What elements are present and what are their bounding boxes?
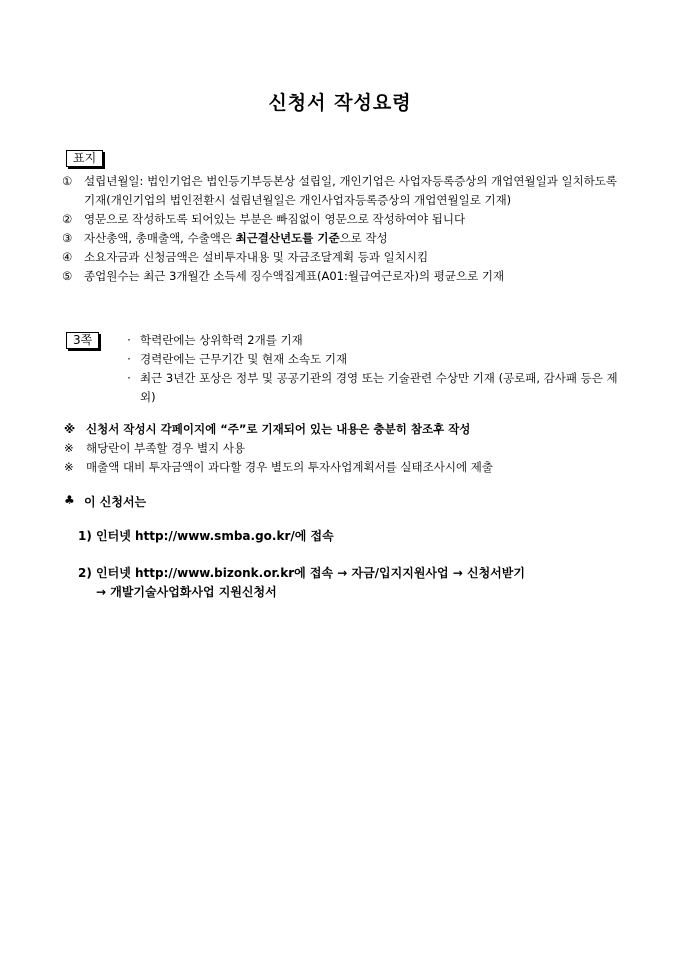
item-text [84,229,622,248]
item-number: ② [62,212,73,226]
item-text: 경력란에는 근무기간 및 현재 소속도 기재 [140,352,348,366]
note-mark: ※ [64,441,74,455]
list-item [118,350,618,369]
step-1: 1) 인터넷 http://www.smba.go.kr/에 접속 [78,529,334,543]
notes-list [64,420,624,477]
step-2-line-2: → 개발기술사업화사업 지원신청서 [96,585,277,599]
item-text: 최근 3년간 포상은 정부 및 공공기관의 경영 또는 기술관련 수상만 기재 (공로패, 감사패 등은 제외) [140,371,618,404]
bullet: · [127,352,131,366]
item-text-post: 으로 작성 [339,231,388,245]
item-text-pre: 자산총액, 총매출액, 수출액은 [84,231,236,245]
item-text: 설립년월일: 법인기업은 법인등기부등본상 설립일, 개인기업은 사업자등록증상의 개업연월일과 일치하도록 기재(개인기업의 법인전환시 설립년월일은 개인사업자등록증상의 개업연월일로 기재) [84,174,618,207]
item-number: ④ [62,250,73,264]
list-item [62,172,622,210]
note-item [64,420,624,439]
note-mark: ※ [64,460,74,474]
item-number: ③ [62,231,73,245]
note-item [64,458,624,477]
cover-section-label: 표지 [66,150,103,167]
note-mark: ※ [64,422,76,436]
note-text: 매출액 대비 투자금액이 과다할 경우 별도의 투자사업계획서를 실태조사시에 제출 [86,460,493,474]
item-text-emphasis: 최근결산년도를 기준 [235,231,340,245]
item-text: 영문으로 작성하도록 되어있는 부분은 빠짐없이 영문으로 작성하여야 됩니다 [84,212,466,226]
step-2 [78,564,638,602]
how-to-get-heading [64,493,146,510]
club-icon: ♣ [64,493,75,507]
list-item [62,248,622,267]
page3-section-label: 3쪽 [66,332,99,349]
item-number: ① [62,174,73,188]
list-item [62,267,622,286]
step-2-line-1: 2) 인터넷 http://www.bizonk.or.kr에 접속 → 자금/입지지원사업 → 신청서받기 [78,566,525,580]
note-text: 해당란이 부족할 경우 별지 사용 [86,441,246,455]
list-item [62,210,622,229]
list-item [62,229,622,248]
item-text: 학력란에는 상위학력 2개를 기재 [140,333,303,347]
cover-instructions-list [62,172,622,286]
item-number: ⑤ [62,269,73,283]
bullet: · [127,371,131,385]
note-text: 신청서 작성시 각페이지에 “주”로 기재되어 있는 내용은 충분히 참조후 작성 [86,422,471,436]
item-text: 종업원수는 최근 3개월간 소득세 징수액집계표(A01:월급여근로자)의 평균으로 기재 [84,269,505,283]
page-title: 신청서 작성요령 [268,92,412,114]
note-item [64,439,624,458]
bullet: · [127,333,131,347]
item-text: 소요자금과 신청금액은 설비투자내용 및 자금조달계획 등과 일치시킴 [84,250,429,264]
list-item [118,369,618,407]
section-heading-text: 이 신청서는 [84,495,147,509]
page3-instructions-list [118,331,618,407]
list-item [118,331,618,350]
